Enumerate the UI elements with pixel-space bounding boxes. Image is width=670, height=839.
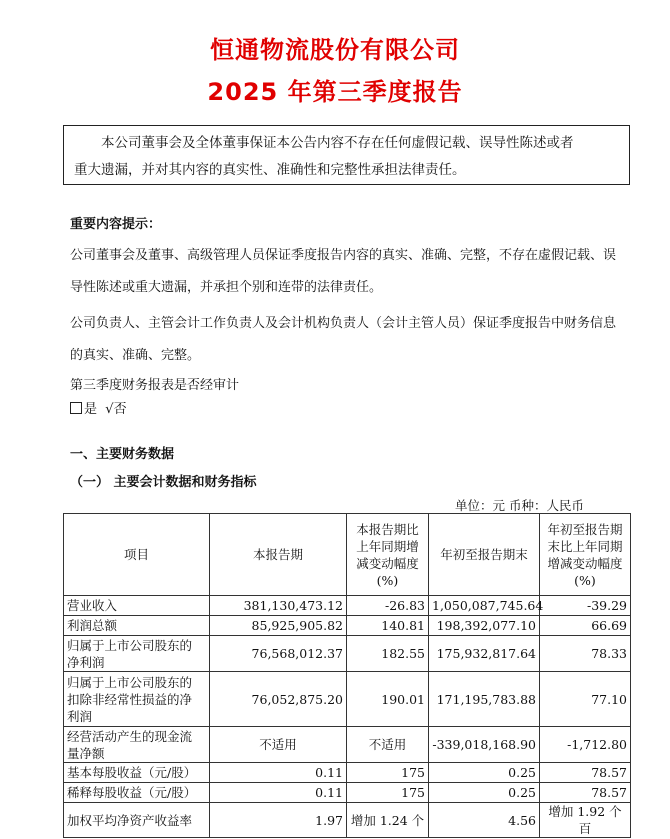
- paragraph-1-line-2: 导性陈述或重大遗漏，并承担个别和连带的法律责任。: [70, 280, 383, 295]
- row-ytd: -339,018,168.90: [429, 727, 540, 763]
- row-ytd: 0.25: [429, 763, 540, 783]
- row-ytd: 171,195,783.88: [429, 672, 540, 727]
- row-current: 76,052,875.20: [210, 672, 347, 727]
- row-item: 稀释每股收益（元/股）: [64, 783, 210, 803]
- report-title: 2025 年第三季度报告: [207, 78, 463, 106]
- header-cc-l2: 上年同期增: [356, 538, 419, 554]
- row-ytd-change: 66.69: [540, 616, 631, 636]
- audit-yes-label: 是: [84, 402, 98, 417]
- audit-question: 第三季度财务报表是否经审计: [70, 378, 240, 393]
- header-cc-l1: 本报告期比: [356, 521, 419, 537]
- audit-options: [70, 398, 127, 417]
- row-item: [64, 727, 210, 763]
- table-row: [64, 783, 631, 803]
- row-item-line-2: 量净额: [67, 745, 105, 761]
- row-current: 1.97: [210, 803, 347, 838]
- row-current-change: 不适用: [347, 727, 429, 763]
- row-ytd-change: 增加 1.92 个百: [540, 803, 631, 838]
- row-item-line-1: 经营活动产生的现金流: [67, 728, 193, 744]
- row-current-change: 增加 1.24 个: [347, 803, 429, 838]
- checkbox-icon: [70, 402, 82, 414]
- header-current: 本报告期: [210, 514, 347, 596]
- disclaimer-line-1: 本公司董事会及全体董事保证本公告内容不存在任何虚假记载、误导性陈述或者: [101, 135, 574, 151]
- row-ytd: 4.56: [429, 803, 540, 838]
- row-item: 加权平均净资产收益率: [64, 803, 210, 838]
- important-paragraph-2: [70, 308, 625, 372]
- header-ytd-change: [540, 514, 631, 596]
- row-item: 营业收入: [64, 596, 210, 616]
- row-current-change: 140.81: [347, 616, 429, 636]
- paragraph-1-line-1: 公司董事会及董事、高级管理人员保证季度报告内容的真实、准确、完整，不存在虚假记载、误: [70, 248, 617, 263]
- row-ytd-change: 77.10: [540, 672, 631, 727]
- header-ytd: 年初至报告期末: [429, 514, 540, 596]
- row-current-change: 175: [347, 763, 429, 783]
- table-row: [64, 672, 631, 727]
- row-current-change: -26.83: [347, 596, 429, 616]
- row-item-line-2: 净利润: [67, 654, 105, 670]
- header-yc-l1: 年初至报告期: [547, 521, 623, 537]
- row-current: 76,568,012.37: [210, 636, 347, 672]
- row-item-line-3: 利润: [67, 708, 93, 724]
- table-row: [64, 763, 631, 783]
- row-current: 381,130,473.12: [210, 596, 347, 616]
- row-ytd-change: 78.57: [540, 763, 631, 783]
- row-ytd: 198,392,077.10: [429, 616, 540, 636]
- header-yc-l3: 增减变动幅度: [547, 555, 623, 571]
- row-item: [64, 636, 210, 672]
- table-header-row: [64, 514, 631, 596]
- header-cc-l4: (%): [376, 572, 399, 588]
- row-item-line-2: 扣除非经常性损益的净: [67, 691, 193, 707]
- table-row: [64, 596, 631, 616]
- row-ytd: 0.25: [429, 783, 540, 803]
- paragraph-2-line-2: 的真实、准确、完整。: [70, 348, 201, 363]
- table-row: [64, 727, 631, 763]
- important-heading: 重要内容提示：: [70, 217, 162, 232]
- row-current: 85,925,905.82: [210, 616, 347, 636]
- header-cc-l3: 减变动幅度: [356, 555, 419, 571]
- row-item: 利润总额: [64, 616, 210, 636]
- company-title: 恒通物流股份有限公司: [210, 36, 460, 64]
- audit-no-label: √否: [105, 402, 127, 417]
- header-yc-l4: (%): [574, 572, 596, 588]
- row-ytd-change: -1,712.80: [540, 727, 631, 763]
- row-item: 基本每股收益（元/股）: [64, 763, 210, 783]
- header-item: 项目: [64, 514, 210, 596]
- row-item-line-1: 归属于上市公司股东的: [67, 637, 193, 653]
- financial-data-table: [63, 513, 631, 838]
- row-current-change: 182.55: [347, 636, 429, 672]
- section-1-heading: 一、主要财务数据: [70, 447, 175, 462]
- section-1-subheading: （一） 主要会计数据和财务指标: [70, 475, 257, 490]
- row-item-line-1: 归属于上市公司股东的: [67, 674, 193, 690]
- disclaimer-box: [63, 125, 630, 185]
- row-ytd: 175,932,817.64: [429, 636, 540, 672]
- disclaimer-line-2: 重大遗漏，并对其内容的真实性、准确性和完整性承担法律责任。: [74, 162, 466, 178]
- header-yc-l2: 末比上年同期: [547, 538, 623, 554]
- row-current-change: 190.01: [347, 672, 429, 727]
- table-row: [64, 803, 631, 838]
- row-current-change: 175: [347, 783, 429, 803]
- row-ytd-change: 78.57: [540, 783, 631, 803]
- paragraph-2-line-1: 公司负责人、主管会计工作负责人及会计机构负责人（会计主管人员）保证季度报告中财务信息: [70, 316, 617, 331]
- row-current: 0.11: [210, 783, 347, 803]
- row-ytd: 1,050,087,745.64: [429, 596, 540, 616]
- important-paragraph-1: [70, 240, 625, 304]
- header-current-change: [347, 514, 429, 596]
- row-current: 不适用: [210, 727, 347, 763]
- row-current: 0.11: [210, 763, 347, 783]
- row-ytd-change: -39.29: [540, 596, 631, 616]
- row-item: [64, 672, 210, 727]
- table-row: [64, 636, 631, 672]
- table-row: [64, 616, 631, 636]
- unit-currency-line: 单位：元 币种：人民币: [455, 498, 584, 513]
- row-ytd-change: 78.33: [540, 636, 631, 672]
